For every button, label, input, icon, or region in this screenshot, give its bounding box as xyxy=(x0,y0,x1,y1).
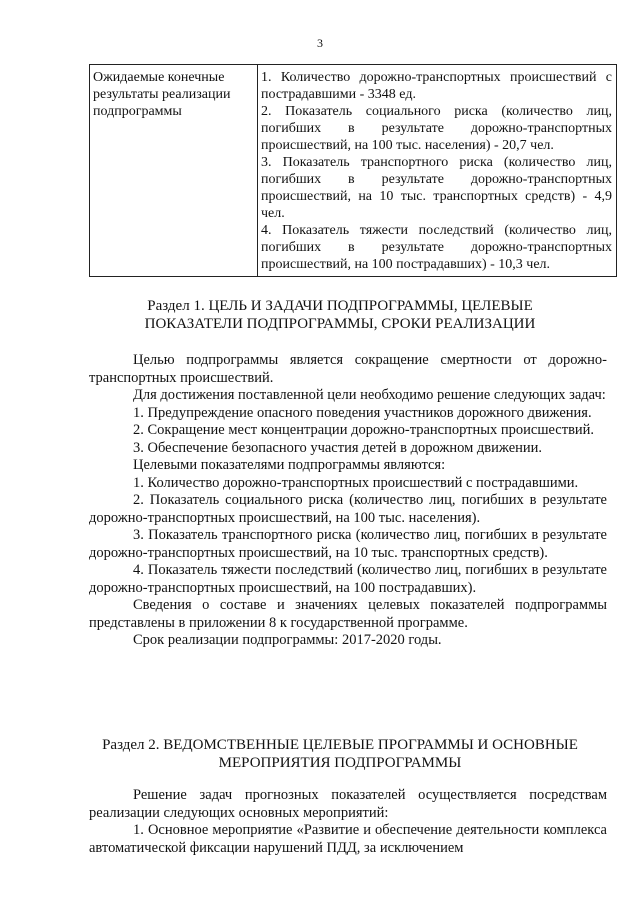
paragraph: Для достижения поставленной цели необходимо решение следующих задач: xyxy=(133,387,606,403)
result-item-2: 2. Показатель социального риска (количество лиц, погибших в результате дорожно-транспортных происшествий, на 100 тыс. населения) - 20,7 чел. xyxy=(261,104,612,153)
paragraph: 3. Показатель транспортного риска (количество лиц, погибших в результате дорожно-транспортных происшествий, на 10 тыс. транспортных средств). xyxy=(89,527,607,561)
table-value-cell xyxy=(258,65,617,277)
result-item-1: 1. Количество дорожно-транспортных происшествий с пострадавшими - 3348 ед. xyxy=(261,70,612,102)
section2-body xyxy=(89,787,607,857)
paragraph: Решение задач прогнозных показателей осуществляется посредствам реализации следующих основных мероприятий: xyxy=(89,787,607,821)
paragraph: 1. Основное мероприятие «Развитие и обеспечение деятельности комплекса автоматической фиксации нарушений ПДД, за исключением xyxy=(89,822,607,856)
section1-heading-line1: Раздел 1. ЦЕЛЬ И ЗАДАЧИ ПОДПРОГРАММЫ, ЦЕЛЕВЫЕ xyxy=(147,298,533,314)
table-label-cell: Ожидаемые конечные результаты реализации подпрограммы xyxy=(90,65,258,277)
paragraph: 3. Обеспечение безопасного участия детей в дорожном движении. xyxy=(133,439,543,456)
paragraph: 1. Предупреждение опасного поведения участников дорожного движения. xyxy=(133,404,592,421)
page-number: 3 xyxy=(317,36,323,50)
paragraph: Сведения о составе и значениях целевых показателей подпрограммы представлены в приложении 8 к государственной программе. xyxy=(89,597,607,631)
paragraph: 1. Количество дорожно-транспортных происшествий с пострадавшими. xyxy=(133,474,579,491)
section2-heading-line2: МЕРОПРИЯТИЯ ПОДПРОГРАММЫ xyxy=(218,755,462,771)
section1-heading-line2: ПОКАЗАТЕЛИ ПОДПРОГРАММЫ, СРОКИ РЕАЛИЗАЦИИ xyxy=(144,316,536,332)
paragraph: Срок реализации подпрограммы: 2017-2020 годы. xyxy=(133,632,442,648)
result-item-4: 4. Показатель тяжести последствий (количество лиц, погибших в результате дорожно-транспортных происшествий, на 100 пострадавших) - 10,3 чел. xyxy=(261,223,612,272)
paragraph: 4. Показатель тяжести последствий (количество лиц, погибших в результате дорожно-транспортных происшествий, на 100 пострадавших). xyxy=(89,562,607,596)
paragraph: 2. Сокращение мест концентрации дорожно-транспортных происшествий. xyxy=(133,422,595,438)
section1-heading xyxy=(60,297,620,333)
table-row xyxy=(90,65,617,277)
passport-table xyxy=(89,64,617,277)
result-item-3: 3. Показатель транспортного риска (количество лиц, погибших в результате дорожно-транспортных происшествий, на 10 тыс. транспортных средств) - 4,9 чел. xyxy=(261,155,612,221)
section2-heading-line1: Раздел 2. ВЕДОМСТВЕННЫЕ ЦЕЛЕВЫЕ ПРОГРАММЫ И ОСНОВНЫЕ xyxy=(102,737,578,753)
paragraph: Целью подпрограммы является сокращение смертности от дорожно-транспортных происшествий. xyxy=(89,352,607,386)
paragraph: Целевыми показателями подпрограммы являются: xyxy=(133,457,446,473)
section2-heading xyxy=(60,736,620,772)
paragraph: 2. Показатель социального риска (количество лиц, погибших в результате дорожно-транспортных происшествий, на 100 тыс. населения). xyxy=(89,492,607,526)
section1-body xyxy=(89,352,607,650)
